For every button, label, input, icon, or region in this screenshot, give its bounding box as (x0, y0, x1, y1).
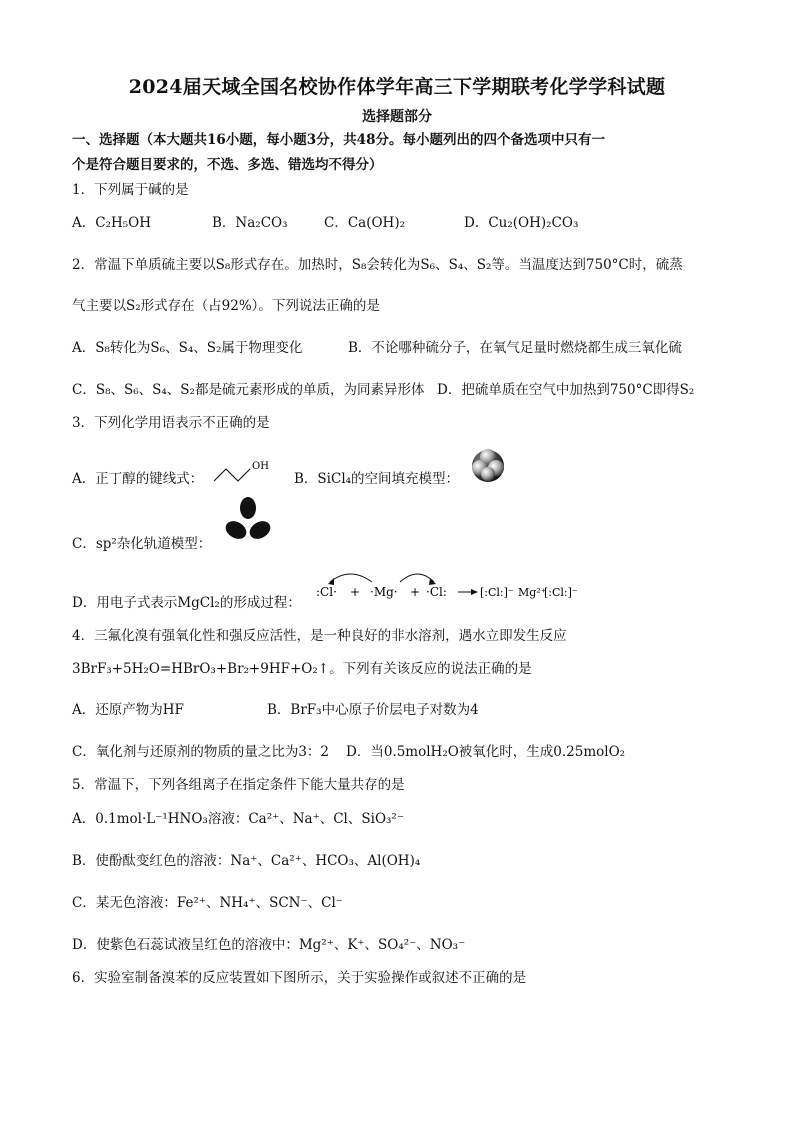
q3-option-a: A．正丁醇的键线式： (72, 471, 204, 487)
oh-label: OH (252, 461, 269, 472)
product-cl-anion-2: [:Cl:]⁻ (544, 586, 578, 599)
q5-stem: 5．常温下，下列各组离子在指定条件下能大量共存的是 (72, 777, 405, 793)
q2-stem-line1: 2．常温下单质硫主要以S₈形式存在。加热时，S₈会转化为S₆、S₄、S₂等。当温度达到750°C时，硫蒸 (72, 257, 683, 273)
q2-option-a: A．S₈转化为S₆、S₄、S₂属于物理变化 (72, 340, 303, 356)
sicl4-space-filling-model (470, 446, 506, 486)
product-mg-cation: Mg²⁺ (518, 586, 547, 599)
q2-option-c: C．S₈、S₆、S₄、S₂都是硫元素形成的单质，为同素异形体 (72, 382, 425, 398)
q4-option-a: A．还原产物为HF (72, 702, 184, 718)
butanol-skeletal-formula (212, 455, 272, 485)
q2-option-d: D．把硫单质在空气中加热到750°C即得S₂ (437, 382, 695, 398)
q1-option-a: A．C₂H₅OH (72, 215, 152, 231)
q3-option-d: D．用电子式表示MgCl₂的形成过程： (72, 595, 301, 611)
q5-option-c: C．某无色溶液：Fe²⁺、NH₄⁺、SCN⁻、Cl⁻ (72, 895, 343, 911)
q6-stem: 6．实验室制备溴苯的反应装置如下图所示，关于实验操作或叙述不正确的是 (72, 970, 527, 986)
q3-stem: 3．下列化学用语表示不正确的是 (72, 415, 270, 431)
section-instructions-line2: 个是符合题目要求的，不选、多选、错选均不得分） (72, 157, 383, 173)
mg-dot: ·Mg· (370, 585, 398, 599)
plus-sign-2: + (410, 585, 421, 599)
q3-option-c: C．sp²杂化轨道模型： (72, 536, 212, 552)
q1-option-d: D．Cu₂(OH)₂CO₃ (464, 215, 579, 231)
q5-option-a: A．0.1mol·L⁻¹HNO₃溶液：Ca²⁺、Na⁺、Cl、SiO₃²⁻ (72, 811, 404, 827)
q1-option-c: C．Ca(OH)₂ (324, 215, 405, 231)
q5-option-b: B．使酚酞变红色的溶液：Na⁺、Ca²⁺、HCO₃、Al(OH)₄ (72, 853, 421, 869)
q2-stem-line2: 气主要以S₂形式存在（占92%）。下列说法正确的是 (72, 298, 380, 314)
q4-stem-line2: 3BrF₃+5H₂O=HBrO₃+Br₂+9HF+O₂↑。下列有关该反应的说法正确的是 (72, 661, 532, 677)
q4-option-d: D．当0.5molH₂O被氧化时，生成0.25molO₂ (346, 744, 626, 760)
cl-left-dot: :Cl· (316, 585, 337, 599)
section-subtitle: 选择题部分 (362, 109, 432, 125)
q2-option-b: B．不论哪种硫分子，在氧气足量时燃烧都生成三氧化硫 (348, 340, 682, 356)
product-cl-anion-1: [:Cl:]⁻ (480, 586, 514, 599)
q4-option-b: B．BrF₃中心原子价层电子对数为4 (267, 702, 479, 718)
q4-stem-line1: 4．三氟化溴有强氧化性和强反应活性，是一种良好的非水溶剂，遇水立即发生反应 (72, 628, 567, 644)
page-title: 2024届天域全国名校协作体学年高三下学期联考化学学科试题 (128, 76, 666, 98)
q1-option-b: B．Na₂CO₃ (212, 215, 288, 231)
q5-option-d: D．使紫色石蕊试液呈红色的溶液中：Mg²⁺、K⁺、SO₄²⁻、NO₃⁻ (72, 937, 466, 953)
q3-option-b: B．SiCl₄的空间填充模型： (294, 471, 460, 487)
cl-right-dot: ·Cl: (426, 585, 447, 599)
q1-stem: 1．下列属于碱的是 (72, 182, 189, 198)
sp2-orbital-model (222, 497, 274, 545)
mgcl2-electron-formation (310, 568, 588, 608)
section-instructions-line1: 一、选择题（本大题共16小题，每小题3分，共48分。每小题列出的四个备选项中只有一 (72, 132, 605, 148)
plus-sign-1: + (350, 585, 361, 599)
q4-option-c: C．氧化剂与还原剂的物质的量之比为3：2 (72, 744, 330, 760)
